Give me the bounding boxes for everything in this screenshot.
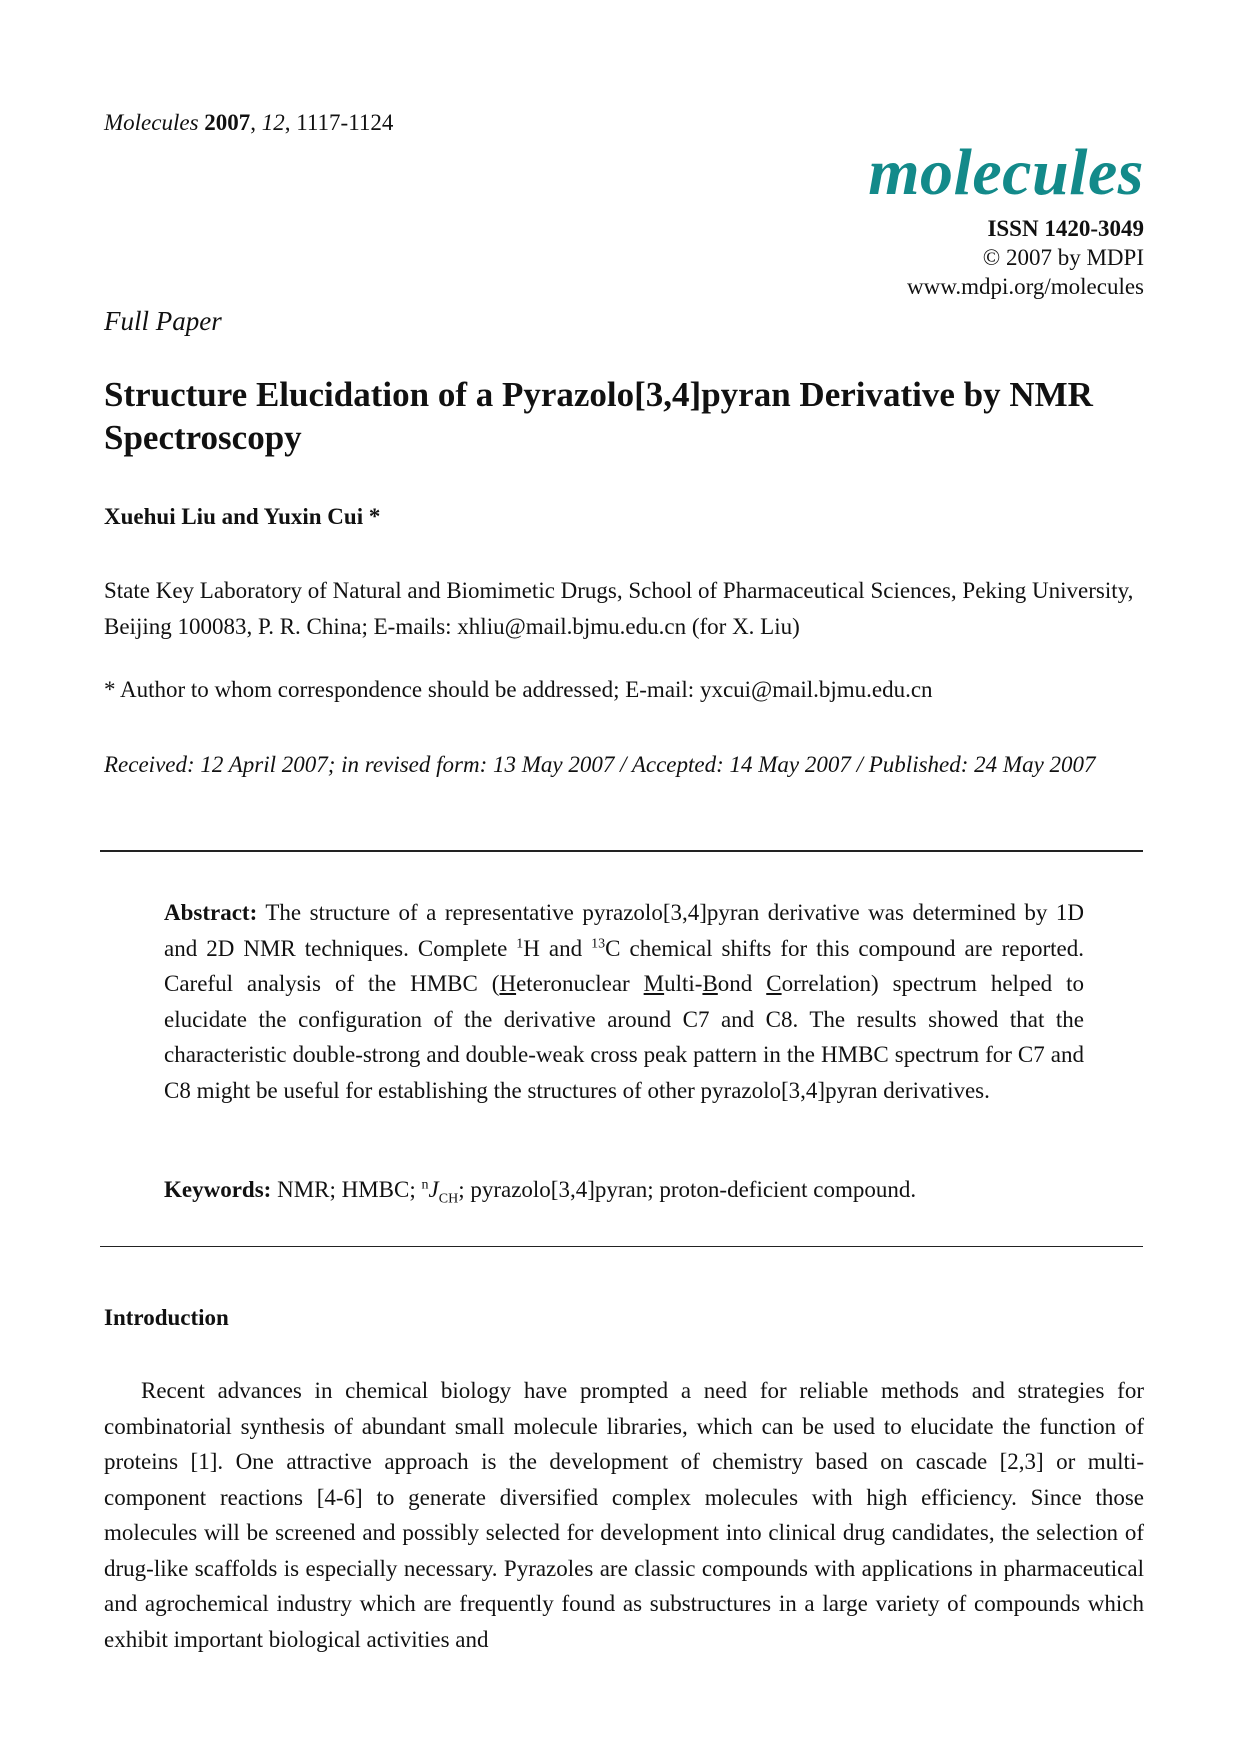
abstract [164,895,1084,1108]
keywords-text: ; pyrazolo[3,4]pyran; proton-deficient compound. [458,1177,917,1202]
paper-title: Structure Elucidation of a Pyrazolo[3,4]pyran Derivative by NMR Spectroscopy [104,375,1093,457]
authors: Xuehui Liu and Yuxin Cui * [104,504,381,529]
abstract-text: ond [717,971,767,996]
publication-dates: Received: 12 April 2007; in revised form: 13 May 2007 / Accepted: 14 May 2007 / Published: 24 May 2007 [104,752,1096,777]
journal-logo: molecules [868,136,1144,209]
keywords [164,1177,1084,1207]
keywords-label: Keywords: [164,1177,272,1202]
abstract-underline: M [643,971,665,996]
abstract-label: Abstract: [164,900,258,925]
abstract-underline: C [766,971,782,996]
paper-type: Full Paper [104,306,222,336]
introduction-paragraph: Recent advances in chemical biology have prompted a need for reliable methods and strategies for combinatorial synthesis of abundant small molecule libraries, which can be used to elucidate the function of proteins [1]. One attractive approach is the development of chemistry based on cascade [2,3] or multi-component reactions [4-6] to generate diversified complex molecules with high efficiency. Since those molecules will be screened and possibly selected for development into clinical drug candidates, the selection of drug-like scaffolds is especially necessary. Pyrazoles are classic compounds with applications in pharmaceutical and agrochemical industry which are frequently found as substructures in a large variety of compounds which exhibit important biological activities and [104,1378,1144,1652]
abstract-underline: H [499,971,517,996]
issn: ISSN 1420-3049 [987,216,1144,241]
keywords-sup: n [421,1177,429,1193]
journal-pages: 1117-1124 [296,110,394,135]
divider-top [100,850,1143,852]
abstract-text: The structure of a representative pyrazolo[3,4]pyran derivative was determined by 1D and 2D NMR techniques. Complete [164,900,1084,961]
abstract-text: C chemical shifts for this compound are reported. Careful analysis of the HMBC ( [164,935,1084,996]
keywords-sub: CH [438,1191,459,1207]
keywords-j: J [428,1177,439,1202]
journal-name: Molecules [104,110,199,135]
abstract-text: H and [523,935,592,961]
abstract-text: orrelation) spectrum helped to elucidate the configuration of the derivative around C7 and C8. The results showed that the characteristic double-strong and double-weak cross peak pattern in the HMBC spectrum for C7 and C8 might be useful for establishing the structures of other pyrazolo[3,4]pyran derivatives. [164,971,1084,1103]
correspondence: * Author to whom correspondence should be addressed; E-mail: yxcui@mail.bjmu.edu.cn [104,677,933,702]
journal-website[interactable]: www.mdpi.org/molecules [907,274,1144,299]
abstract-sup: 13 [591,935,606,951]
abstract-underline: B [702,971,718,996]
journal-volume: 12 [261,110,285,135]
affiliation: State Key Laboratory of Natural and Biomimetic Drugs, School of Pharmaceutical Sciences, Peking University, Beijing 100083, P. R. China; E-mails: xhliu@mail.bjmu.edu.cn (for X. Liu) [104,578,1134,639]
journal-year: 2007 [204,110,251,135]
abstract-text: eteronuclear [516,971,644,996]
journal-citation: Molecules 2007, 12, 1117-1124 [104,110,394,135]
keywords-text: NMR; HMBC; [271,1177,422,1202]
abstract-sup: 1 [516,935,524,951]
section-heading-introduction: Introduction [104,1305,229,1330]
divider-bottom [100,1246,1143,1247]
copyright: © 2007 by MDPI [982,245,1144,270]
abstract-text: ulti- [664,971,703,996]
